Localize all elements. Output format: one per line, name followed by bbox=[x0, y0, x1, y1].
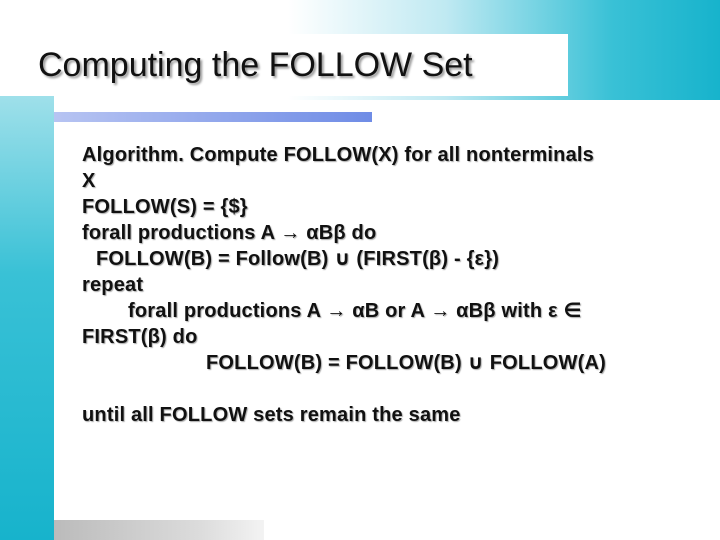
left-gradient-band bbox=[0, 96, 54, 540]
footer-accent-bar bbox=[54, 520, 264, 540]
second-forall-line: forall productions A → αB or A → αBβ with ε ∈ bbox=[128, 300, 582, 322]
first-follow-update-line: FOLLOW(B) = Follow(B) ∪ (FIRST(β) - {ε}) bbox=[96, 248, 500, 270]
slide-title: Computing the FOLLOW Set bbox=[38, 46, 473, 84]
title-underline-accent bbox=[54, 112, 372, 122]
algorithm-heading-continuation: X bbox=[82, 170, 96, 192]
second-follow-update-line: FOLLOW(B) = FOLLOW(B) ∪ FOLLOW(A) bbox=[206, 352, 606, 374]
algorithm-heading-line: Algorithm. Compute FOLLOW(X) for all nonterminals bbox=[82, 144, 595, 166]
second-forall-continuation: FIRST(β) do bbox=[82, 326, 198, 348]
blank-line bbox=[82, 376, 702, 402]
slide-body bbox=[82, 142, 702, 428]
until-line: until all FOLLOW sets remain the same bbox=[82, 404, 461, 426]
first-forall-line: forall productions A → αBβ do bbox=[82, 222, 377, 244]
repeat-line: repeat bbox=[82, 274, 144, 296]
follow-start-init-line: FOLLOW(S) = {$} bbox=[82, 196, 248, 218]
